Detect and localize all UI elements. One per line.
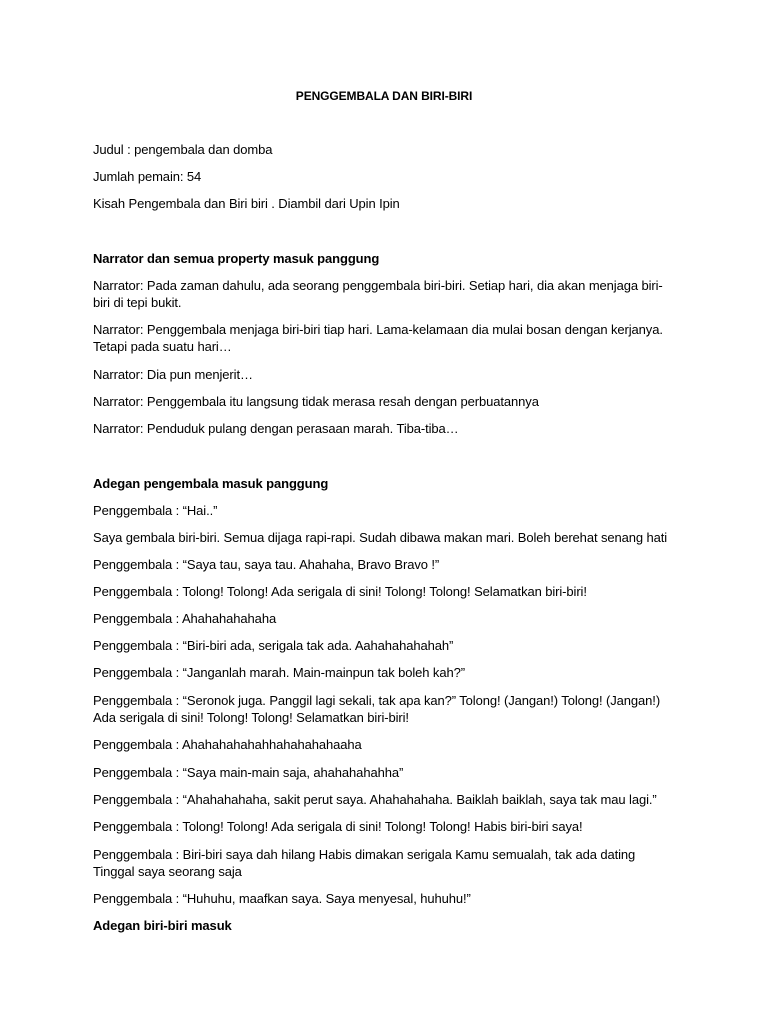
section-heading-narrator: Narrator dan semua property masuk panggung [93,251,380,266]
narrator-line: Narrator: Penggembala itu langsung tidak merasa resah dengan perbuatannya [93,394,539,409]
info-kisah: Kisah Pengembala dan Biri biri . Diambil dari Upin Ipin [93,196,400,211]
info-judul: Judul : pengembala dan domba [93,142,273,157]
narrator-line-continued: biri di tepi bukit. [93,295,182,310]
dialogue-line: Penggembala : “Ahahahahaha, sakit perut saya. Ahahahahaha. Baiklah baiklah, saya tak mau lagi.” [93,792,657,807]
dialogue-line: Penggembala : Ahahahahahahhahahahahaaha [93,737,362,752]
dialogue-line-continued: Tinggal saya seorang saja [93,864,242,879]
dialogue-line: Penggembala : Ahahahahahaha [93,611,277,626]
dialogue-line: Penggembala : Tolong! Tolong! Ada serigala di sini! Tolong! Tolong! Habis biri-biri saya! [93,819,583,834]
section-heading-biri-biri: Adegan biri-biri masuk [93,918,232,933]
dialogue-line: Penggembala : “Saya main-main saja, ahahahahahha” [93,765,404,780]
narrator-line: Narrator: Dia pun menjerit… [93,367,253,382]
section-heading-pengembala: Adegan pengembala masuk panggung [93,476,329,491]
dialogue-line: Penggembala : “Janganlah marah. Main-mainpun tak boleh kah?” [93,665,465,680]
info-jumlah-pemain: Jumlah pemain: 54 [93,169,202,184]
dialogue-line: Saya gembala biri-biri. Semua dijaga rapi-rapi. Sudah dibawa makan mari. Boleh berehat senang hati [93,530,668,545]
dialogue-line: Penggembala : “Hai..” [93,503,218,518]
narrator-line: Narrator: Penggembala menjaga biri-biri tiap hari. Lama-kelamaan dia mulai bosan dengan kerjanya. [93,322,663,337]
dialogue-line: Penggembala : “Huhuhu, maafkan saya. Saya menyesal, huhuhu!” [93,891,471,906]
dialogue-line: Penggembala : Biri-biri saya dah hilang Habis dimakan serigala Kamu semualah, tak ada dating [93,847,636,862]
dialogue-line-continued: Ada serigala di sini! Tolong! Tolong! Selamatkan biri-biri! [93,710,409,725]
narrator-line: Narrator: Penduduk pulang dengan perasaan marah. Tiba-tiba… [93,421,459,436]
document-title: PENGGEMBALA DAN BIRI-BIRI [295,89,473,103]
narrator-line-continued: Tetapi pada suatu hari… [93,339,232,354]
dialogue-line: Penggembala : “Biri-biri ada, serigala tak ada. Aahahahahahah” [93,638,454,653]
dialogue-line: Penggembala : Tolong! Tolong! Ada serigala di sini! Tolong! Tolong! Selamatkan biri-biri! [93,584,587,599]
dialogue-line: Penggembala : “Seronok juga. Panggil lagi sekali, tak apa kan?” Tolong! (Jangan!) Tolong! (Jangan!) [93,693,661,708]
narrator-line: Narrator: Pada zaman dahulu, ada seorang penggembala biri-biri. Setiap hari, dia akan menjaga biri- [93,278,663,293]
dialogue-line: Penggembala : “Saya tau, saya tau. Ahahaha, Bravo Bravo !” [93,557,440,572]
